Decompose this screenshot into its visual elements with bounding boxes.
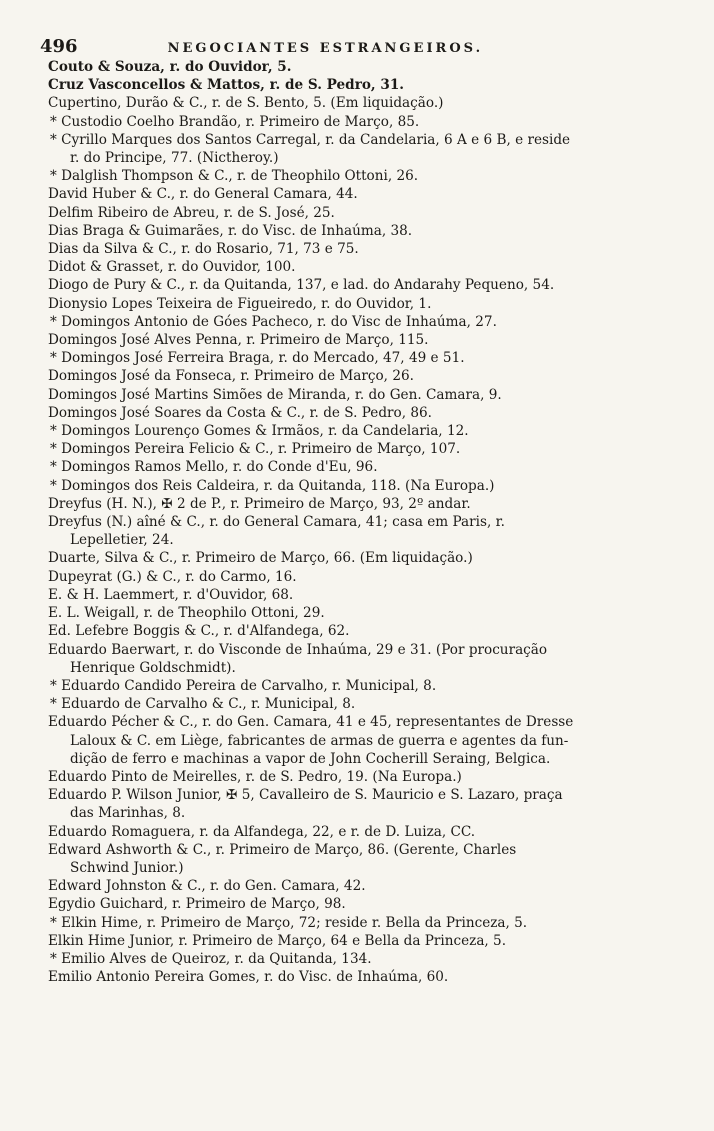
list-item-continuation: das Marinhas, 8. (70, 805, 186, 822)
list-item: Domingos José da Fonseca, r. Primeiro de Março, 26. (48, 368, 414, 385)
list-item: * Dalglish Thompson & C., r. de Theophilo Ottoni, 26. (50, 168, 419, 185)
list-item: Duarte, Silva & C., r. Primeiro de Março, 66. (Em liquidação.) (48, 550, 473, 567)
list-item: Dupeyrat (G.) & C., r. do Carmo, 16. (48, 568, 297, 585)
list-item: Delfim Ribeiro de Abreu, r. de S. José, 25. (48, 204, 335, 221)
list-item: Dias Braga & Guimarães, r. do Visc. de Inhaúma, 38. (48, 222, 413, 239)
list-item: Egydio Guichard, r. Primeiro de Março, 98. (48, 896, 346, 913)
list-item: Dionysio Lopes Teixeira de Figueiredo, r. do Ouvidor, 1. (48, 295, 432, 312)
list-item: Couto & Souza, r. do Ouvidor, 5. (48, 59, 292, 75)
list-item: Domingos José Martins Simões de Miranda, r. do Gen. Camara, 9. (48, 386, 502, 403)
list-item: E. L. Weigall, r. de Theophilo Ottoni, 29. (48, 605, 325, 622)
list-item: Dreyfus (N.) aîné & C., r. do General Camara, 41; casa em Paris, r. (48, 514, 505, 531)
list-item-continuation: Henrique Goldschmidt). (70, 659, 236, 676)
list-item: * Eduardo Candido Pereira de Carvalho, r. Municipal, 8. (50, 677, 437, 694)
list-item: * Cyrillo Marques dos Santos Carregal, r. da Candelaria, 6 A e 6 B, e reside (50, 131, 571, 148)
list-item: Dreyfus (H. N.), ✠ 2 de P., r. Primeiro de Março, 93, 2º andar. (48, 495, 471, 512)
list-item: * Eduardo de Carvalho & C., r. Municipal, 8. (50, 696, 356, 713)
list-item: Elkin Hime Junior, r. Primeiro de Março, 64 e Bella da Princeza, 5. (48, 932, 507, 949)
list-item-continuation: Laloux & C. em Liège, fabricantes de armas de guerra e agentes da fun- (70, 732, 569, 749)
list-item: Didot & Grasset, r. do Ouvidor, 100. (48, 259, 296, 276)
list-item: Edward Ashworth & C., r. Primeiro de Março, 86. (Gerente, Charles (48, 841, 517, 858)
list-item: * Domingos Ramos Mello, r. do Conde d'Eu, 96. (50, 459, 378, 476)
list-item: Diogo de Pury & C., r. da Quitanda, 137, e lad. do Andarahy Pequeno, 54. (48, 277, 555, 294)
list-item: * Domingos Pereira Felicio & C., r. Primeiro de Março, 107. (50, 441, 461, 458)
list-item: Cruz Vasconcellos & Mattos, r. de S. Pedro, 31. (48, 77, 405, 94)
page-header (40, 36, 560, 58)
list-item: Eduardo Pinto de Meirelles, r. de S. Pedro, 19. (Na Europa.) (48, 768, 462, 785)
running-title: NEGOCIANTES ESTRANGEIROS. (167, 41, 484, 56)
list-item: * Custodio Coelho Brandão, r. Primeiro de Março, 85. (50, 113, 420, 130)
list-item-continuation: r. do Principe, 77. (Nictheroy.) (70, 150, 279, 167)
directory-list (48, 58, 696, 986)
list-item: Domingos José Soares da Costa & C., r. de S. Pedro, 86. (48, 404, 432, 421)
list-item: * Domingos Lourenço Gomes & Irmãos, r. da Candelaria, 12. (50, 423, 469, 440)
list-item: Emilio Antonio Pereira Gomes, r. do Visc. de Inhaúma, 60. (48, 969, 449, 986)
list-item: * Domingos dos Reis Caldeira, r. da Quitanda, 118. (Na Europa.) (50, 477, 495, 494)
list-item: * Domingos José Ferreira Braga, r. do Mercado, 47, 49 e 51. (50, 350, 465, 367)
list-item-continuation: dição de ferro e machinas a vapor de John Cocherill Seraing, Belgica. (70, 750, 551, 767)
list-item-continuation: Schwind Junior.) (70, 859, 184, 876)
list-item: Edward Johnston & C., r. do Gen. Camara, 42. (48, 878, 366, 895)
list-item: Ed. Lefebre Boggis & C., r. d'Alfandega, 62. (48, 623, 350, 640)
list-item: * Domingos Antonio de Góes Pacheco, r. do Visc de Inhaúma, 27. (50, 313, 497, 330)
list-item: Eduardo Baerwart, r. do Visconde de Inhaúma, 29 e 31. (Por procuração (48, 641, 548, 658)
list-item: Dias da Silva & C., r. do Rosario, 71, 73 e 75. (48, 241, 359, 258)
list-item: Domingos José Alves Penna, r. Primeiro de Março, 115. (48, 332, 429, 349)
list-item: * Emilio Alves de Queiroz, r. da Quitanda, 134. (50, 950, 372, 967)
list-item: Cupertino, Durão & C., r. de S. Bento, 5. (Em liquidação.) (48, 95, 444, 112)
page-number: 496 (40, 36, 78, 57)
list-item: * Elkin Hime, r. Primeiro de Março, 72; reside r. Bella da Princeza, 5. (50, 914, 528, 931)
list-item-continuation: Lepelletier, 24. (70, 532, 174, 549)
list-item: Eduardo Pécher & C., r. do Gen. Camara, 41 e 45, representantes de Dresse (48, 714, 574, 731)
list-item: Eduardo Romaguera, r. da Alfandega, 22, e r. de D. Luiza, CC. (48, 823, 476, 840)
list-item: Eduardo P. Wilson Junior, ✠ 5, Cavalleiro de S. Mauricio e S. Lazaro, praça (48, 787, 563, 804)
list-item: David Huber & C., r. do General Camara, 44. (48, 186, 358, 203)
list-item: E. & H. Laemmert, r. d'Ouvidor, 68. (48, 586, 294, 603)
